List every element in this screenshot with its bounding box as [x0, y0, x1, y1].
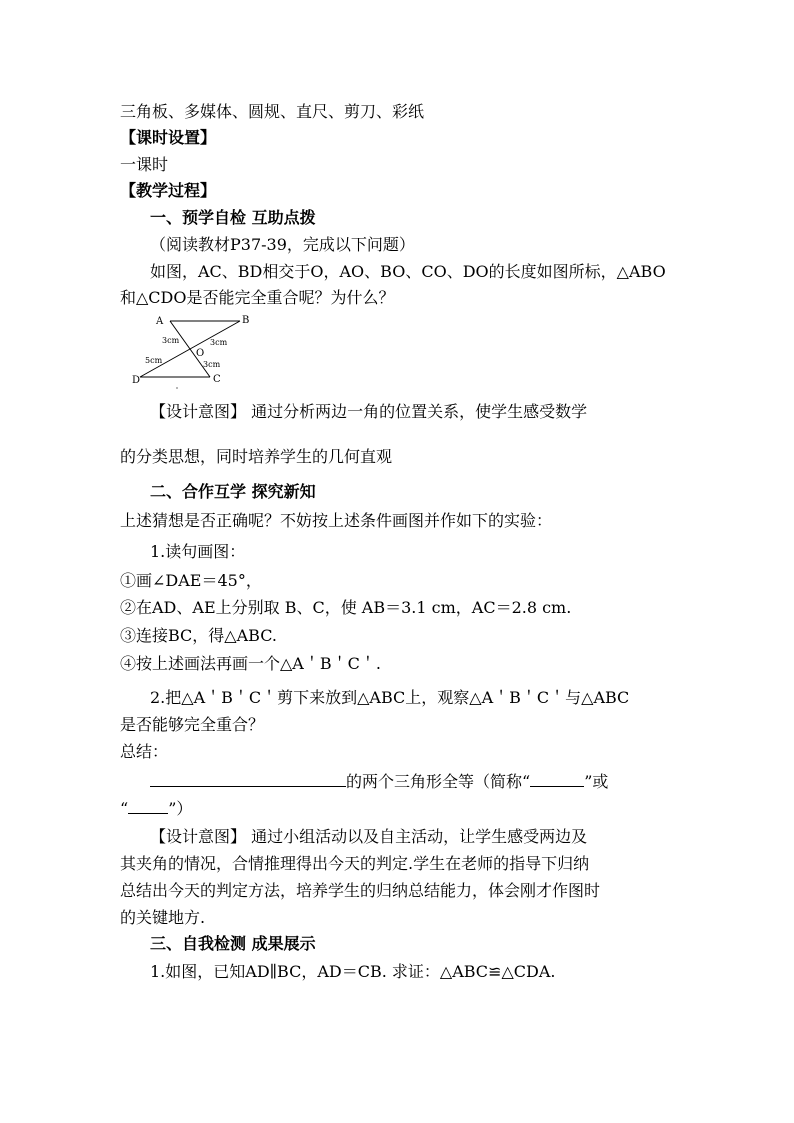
section2-intro: 上述猜想是否正确呢？不妨按上述条件画图并作如下的实验：	[120, 511, 553, 530]
summary-open-quote: “	[120, 799, 129, 818]
step1-b: ②在AD、AE上分别取 B、C，使 AB＝3.1 cm，AC＝2.8 cm.	[120, 598, 572, 617]
summary-blank-condition	[150, 772, 346, 787]
materials-line: 三角板、多媒体、圆规、直尺、剪刀、彩纸	[120, 102, 425, 121]
section1-question-line1: 如图，AC、BD相交于O，AO、BO、CO、DO的长度如图所标，△ABO	[150, 262, 666, 281]
length-co: 3cm	[203, 360, 221, 369]
design-intent2-line3: 总结出今天的判定方法，培养学生的归纳总结能力，体会刚才作图时	[120, 881, 601, 900]
summary-mid-text: 的两个三角形全等（简称“	[346, 772, 531, 791]
section2-heading: 二、合作互学 探究新知	[150, 482, 316, 501]
summary-close-text: ”）	[168, 799, 193, 818]
section1-heading: 一、预学自检 互助点拨	[150, 208, 316, 227]
summary-label: 总结：	[120, 742, 169, 761]
process-heading: 【教学过程】	[120, 181, 217, 200]
section1-read-instruction: （阅读教材P37-39，完成以下问题）	[150, 235, 415, 254]
step1-d: ④按上述画法再画一个△A＇B＇C＇.	[120, 654, 381, 673]
step1-c: ③连接BC，得△ABC.	[120, 626, 277, 645]
step2-line2: 是否能够完全重合？	[120, 715, 265, 734]
design-intent2-line1: 【设计意图】 通过小组活动以及自主活动，让学生感受两边及	[150, 827, 588, 846]
label-a: A	[156, 316, 164, 327]
step1-a: ①画∠DAE＝45°，	[120, 571, 262, 590]
step2-line1: 2.把△A＇B＇C＇剪下来放到△ABC上，观察△A＇B＇C＇与△ABC	[150, 688, 630, 707]
section3-question1: 1.如图，已知AD∥BC，AD＝CB. 求证：△ABC≌△CDA.	[150, 962, 556, 981]
label-d: D	[132, 375, 141, 386]
summary-blank-abbr1	[530, 772, 584, 787]
summary-or-text: ”或	[584, 772, 609, 791]
label-b: B	[242, 315, 250, 326]
design-intent1-line2: 的分类思想，同时培养学生的几何直观	[120, 447, 393, 466]
segment-bd	[140, 321, 240, 377]
section3-heading: 三、自我检测 成果展示	[150, 934, 316, 953]
class-setting-heading: 【课时设置】	[120, 128, 217, 147]
length-bo: 3cm	[210, 338, 228, 347]
summary-fill-line	[150, 772, 710, 792]
class-setting-value: 一课时	[120, 155, 169, 174]
stray-dot	[176, 387, 177, 388]
design-intent2-line4: 的关键地方.	[120, 908, 206, 927]
summary-fill-line2	[120, 799, 680, 819]
label-c: C	[213, 374, 221, 385]
design-intent2-line2: 其夹角的情况，合情推理得出今天的判定.学生在老师的指导下归纳	[120, 854, 590, 873]
length-ao: 3cm	[162, 336, 180, 345]
intersecting-segments-figure	[130, 312, 256, 392]
step1-title: 1.读句画图：	[150, 542, 246, 561]
design-intent1-line1: 【设计意图】 通过分析两边一角的位置关系，使学生感受数学	[150, 402, 588, 421]
section1-question-line2: 和△CDO是否能完全重合呢？为什么？	[120, 288, 395, 307]
length-do: 5cm	[145, 356, 163, 365]
summary-blank-abbr2	[128, 799, 168, 814]
label-o: O	[196, 348, 205, 359]
